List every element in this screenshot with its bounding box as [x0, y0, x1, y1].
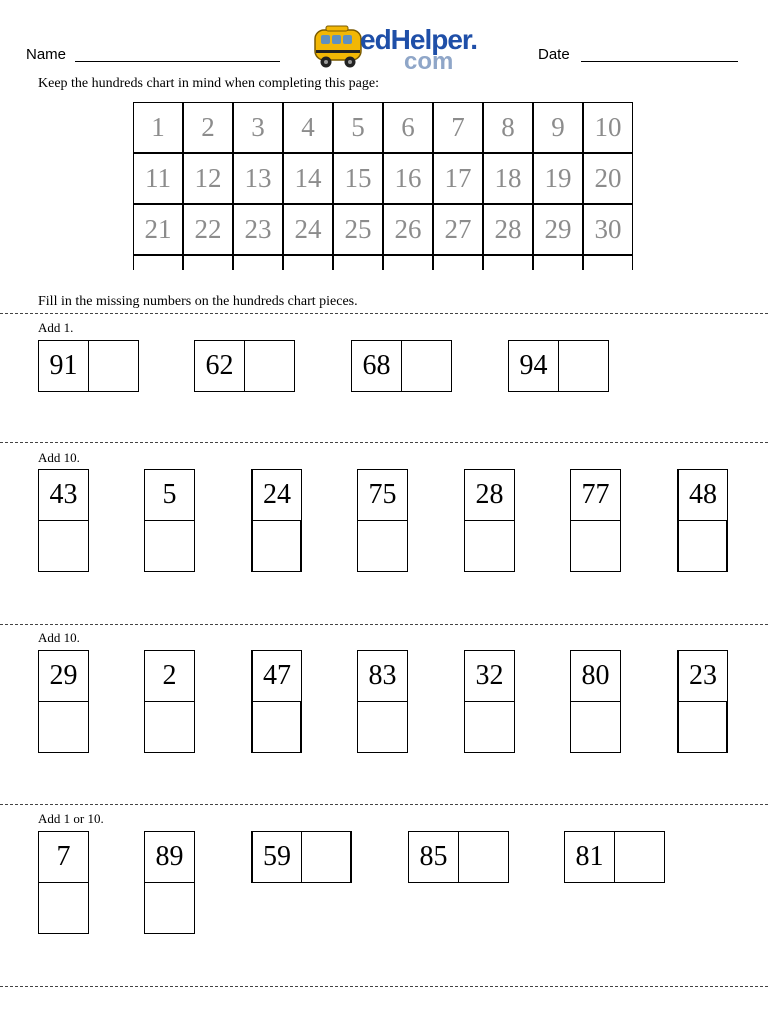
given-number-cell: 89	[144, 831, 195, 883]
given-number-cell: 47	[251, 650, 302, 702]
answer-blank-cell[interactable]	[38, 882, 89, 934]
given-number-cell: 68	[351, 340, 402, 392]
chart-cell: 21	[133, 204, 183, 255]
chart-cell-cutoff	[283, 255, 333, 270]
given-number-cell: 85	[408, 831, 459, 883]
chart-cell: 8	[483, 102, 533, 153]
chart-cell: 4	[283, 102, 333, 153]
chart-cell: 6	[383, 102, 433, 153]
answer-blank-cell[interactable]	[677, 701, 728, 753]
chart-cell-cutoff	[533, 255, 583, 270]
divider	[0, 804, 768, 805]
edhelper-logo	[312, 24, 478, 75]
given-number-cell: 81	[564, 831, 615, 883]
given-number-cell: 62	[194, 340, 245, 392]
answer-blank-cell[interactable]	[458, 831, 509, 883]
chart-cell: 5	[333, 102, 383, 153]
answer-blank-cell[interactable]	[464, 701, 515, 753]
answer-blank-cell[interactable]	[144, 701, 195, 753]
answer-blank-cell[interactable]	[677, 520, 728, 572]
chart-cell: 20	[583, 153, 633, 204]
given-number-cell: 28	[464, 469, 515, 521]
answer-blank-cell[interactable]	[357, 520, 408, 572]
date-label: Date	[538, 46, 570, 63]
chart-cell-cutoff	[583, 255, 633, 270]
chart-cell: 14	[283, 153, 333, 204]
answer-blank-cell[interactable]	[244, 340, 295, 392]
answer-blank-cell[interactable]	[301, 831, 352, 883]
given-number-cell: 7	[38, 831, 89, 883]
answer-blank-cell[interactable]	[88, 340, 139, 392]
section-label: Add 10.	[38, 450, 80, 465]
chart-cell: 25	[333, 204, 383, 255]
chart-cell: 2	[183, 102, 233, 153]
chart-cell: 22	[183, 204, 233, 255]
given-number-cell: 59	[251, 831, 302, 883]
divider	[0, 986, 768, 987]
chart-cell: 13	[233, 153, 283, 204]
chart-cell: 29	[533, 204, 583, 255]
section-label: Add 10.	[38, 630, 80, 645]
hundreds-chart	[133, 102, 635, 270]
name-label: Name	[26, 46, 67, 63]
given-number-cell: 77	[570, 469, 621, 521]
chart-cell-cutoff	[483, 255, 533, 270]
answer-blank-cell[interactable]	[38, 701, 89, 753]
chart-cell: 23	[233, 204, 283, 255]
chart-cell: 15	[333, 153, 383, 204]
given-number-cell: 43	[38, 469, 89, 521]
chart-cell: 12	[183, 153, 233, 204]
given-number-cell: 83	[357, 650, 408, 702]
answer-blank-cell[interactable]	[570, 701, 621, 753]
chart-cell: 30	[583, 204, 633, 255]
name-field[interactable]	[75, 61, 280, 62]
chart-cell: 17	[433, 153, 483, 204]
chart-cell: 26	[383, 204, 433, 255]
date-field[interactable]	[581, 61, 738, 62]
answer-blank-cell[interactable]	[464, 520, 515, 572]
given-number-cell: 32	[464, 650, 515, 702]
logo-com: com	[404, 48, 454, 75]
given-number-cell: 23	[677, 650, 728, 702]
answer-blank-cell[interactable]	[251, 520, 302, 572]
given-number-cell: 29	[38, 650, 89, 702]
answer-blank-cell[interactable]	[144, 520, 195, 572]
logo-text: edHelper.	[360, 24, 478, 55]
given-number-cell: 91	[38, 340, 89, 392]
chart-cell: 28	[483, 204, 533, 255]
answer-blank-cell[interactable]	[570, 520, 621, 572]
chart-cell: 11	[133, 153, 183, 204]
chart-cell: 9	[533, 102, 583, 153]
chart-cell: 24	[283, 204, 333, 255]
answer-blank-cell[interactable]	[357, 701, 408, 753]
chart-cell: 10	[583, 102, 633, 153]
given-number-cell: 5	[144, 469, 195, 521]
answer-blank-cell[interactable]	[38, 520, 89, 572]
section-label: Add 1.	[38, 320, 74, 335]
chart-cell: 16	[383, 153, 433, 204]
chart-cell: 1	[133, 102, 183, 153]
chart-cell: 7	[433, 102, 483, 153]
chart-cell: 19	[533, 153, 583, 204]
divider	[0, 442, 768, 443]
given-number-cell: 80	[570, 650, 621, 702]
given-number-cell: 2	[144, 650, 195, 702]
chart-instruction: Keep the hundreds chart in mind when completing this page:	[38, 76, 379, 91]
fill-instruction: Fill in the missing numbers on the hundreds chart pieces.	[38, 294, 358, 309]
chart-cell: 27	[433, 204, 483, 255]
given-number-cell: 48	[677, 469, 728, 521]
chart-cell-cutoff	[333, 255, 383, 270]
chart-cell-cutoff	[133, 255, 183, 270]
given-number-cell: 24	[251, 469, 302, 521]
given-number-cell: 94	[508, 340, 559, 392]
answer-blank-cell[interactable]	[401, 340, 452, 392]
divider	[0, 313, 768, 314]
chart-cell-cutoff	[233, 255, 283, 270]
answer-blank-cell[interactable]	[144, 882, 195, 934]
chart-cell-cutoff	[183, 255, 233, 270]
answer-blank-cell[interactable]	[558, 340, 609, 392]
divider	[0, 624, 768, 625]
section-label: Add 1 or 10.	[38, 811, 104, 826]
chart-cell: 3	[233, 102, 283, 153]
given-number-cell: 75	[357, 469, 408, 521]
answer-blank-cell[interactable]	[614, 831, 665, 883]
chart-cell: 18	[483, 153, 533, 204]
chart-cell-cutoff	[433, 255, 483, 270]
chart-cell-cutoff	[383, 255, 433, 270]
answer-blank-cell[interactable]	[251, 701, 302, 753]
